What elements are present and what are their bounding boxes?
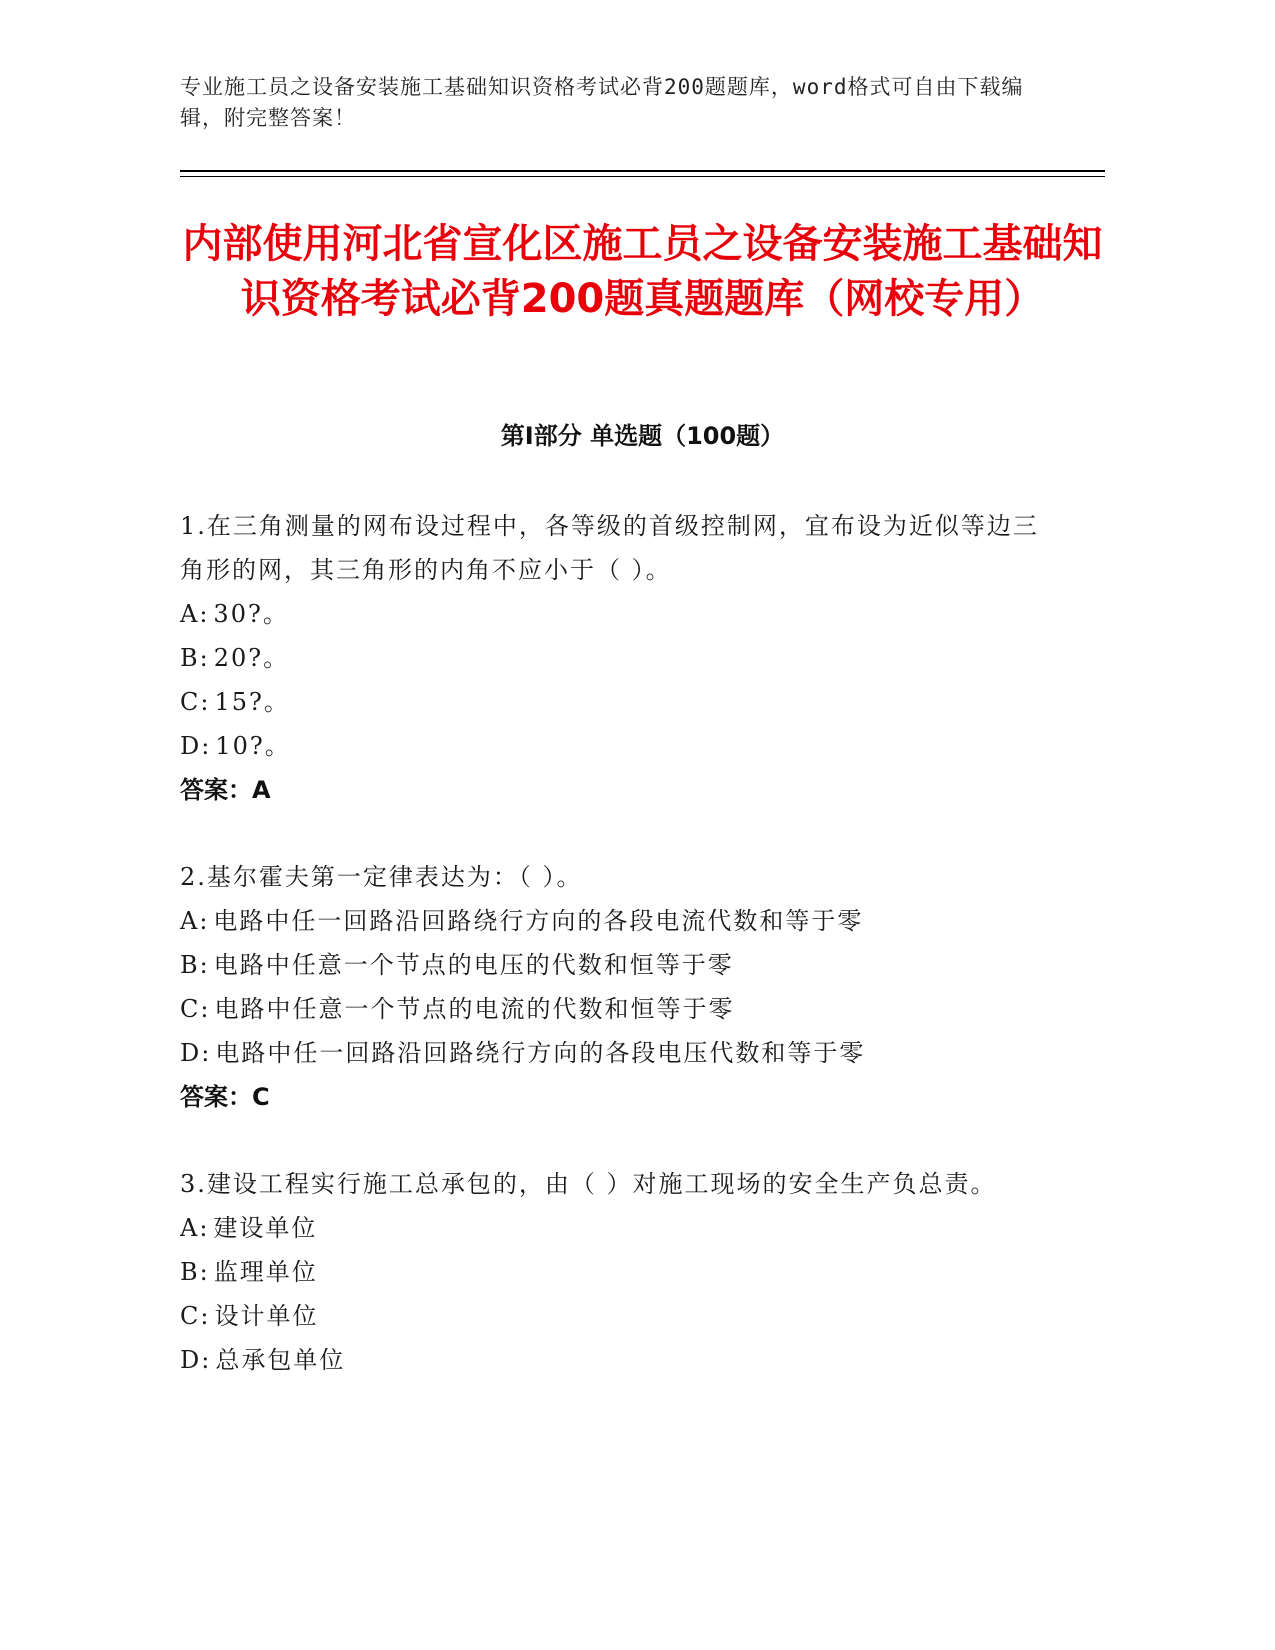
header-divider-thin [180, 176, 1105, 177]
question-list [180, 504, 1040, 1382]
answer-label: 答案：A [180, 776, 271, 804]
option-a [180, 1206, 1040, 1250]
option-letter: C: [180, 995, 211, 1023]
question-stem: 1.在三角测量的网布设过程中，各等级的首级控制网，宜布设为近似等边三角形的网，其三角形的内角不应小于（ ）。 [180, 512, 1039, 584]
option-d [180, 1031, 1040, 1075]
option-c [180, 1294, 1040, 1338]
option-c [180, 987, 1040, 1031]
header-divider-thick [180, 170, 1105, 172]
option-text: 15?。 [214, 688, 290, 716]
question-3 [180, 1162, 1040, 1382]
option-d [180, 1338, 1040, 1382]
option-text: 电路中任一回路沿回路绕行方向的各段电流代数和等于零 [213, 907, 864, 935]
option-text: 电路中任意一个节点的电流的代数和恒等于零 [214, 995, 735, 1023]
option-letter: C: [180, 688, 211, 716]
option-letter: B: [180, 644, 210, 672]
option-b [180, 1250, 1040, 1294]
option-b [180, 636, 1040, 680]
document-title: 内部使用河北省宣化区施工员之设备安装施工基础知识资格考试必背200题真题题库（网校专用） [182, 221, 1103, 322]
option-letter: C: [180, 1302, 211, 1330]
option-letter: A: [180, 907, 210, 935]
option-text: 30?。 [213, 600, 289, 628]
option-c [180, 680, 1040, 724]
option-letter: D: [180, 732, 212, 760]
question-stem: 2.基尔霍夫第一定律表达为：（ ）。 [180, 863, 583, 891]
option-d [180, 724, 1040, 768]
question-spacer [180, 812, 1040, 855]
option-text: 电路中任意一个节点的电压的代数和恒等于零 [213, 951, 734, 979]
answer-label: 答案：C [180, 1083, 270, 1111]
option-b [180, 943, 1040, 987]
option-letter: B: [180, 951, 210, 979]
header-note: 专业施工员之设备安装施工基础知识资格考试必背200题题库，word格式可自由下载编辑，附完整答案！ [180, 75, 1024, 130]
question-spacer [180, 1119, 1040, 1162]
option-text: 监理单位 [213, 1258, 318, 1286]
option-text: 建设单位 [213, 1214, 318, 1242]
question-1 [180, 504, 1040, 812]
option-a [180, 592, 1040, 636]
option-text: 电路中任一回路沿回路绕行方向的各段电压代数和等于零 [215, 1039, 866, 1067]
option-text: 总承包单位 [215, 1346, 346, 1374]
option-letter: B: [180, 1258, 210, 1286]
option-letter: D: [180, 1039, 212, 1067]
option-letter: A: [180, 600, 210, 628]
option-a [180, 899, 1040, 943]
section-title: 第Ⅰ部分 单选题（100题） [500, 422, 785, 450]
option-letter: D: [180, 1346, 212, 1374]
question-stem: 3.建设工程实行施工总承包的，由（ ）对施工现场的安全生产负总责。 [180, 1170, 997, 1198]
option-text: 10?。 [215, 732, 291, 760]
option-letter: A: [180, 1214, 210, 1242]
option-text: 设计单位 [214, 1302, 319, 1330]
option-text: 20?。 [213, 644, 290, 672]
question-2 [180, 855, 1040, 1119]
